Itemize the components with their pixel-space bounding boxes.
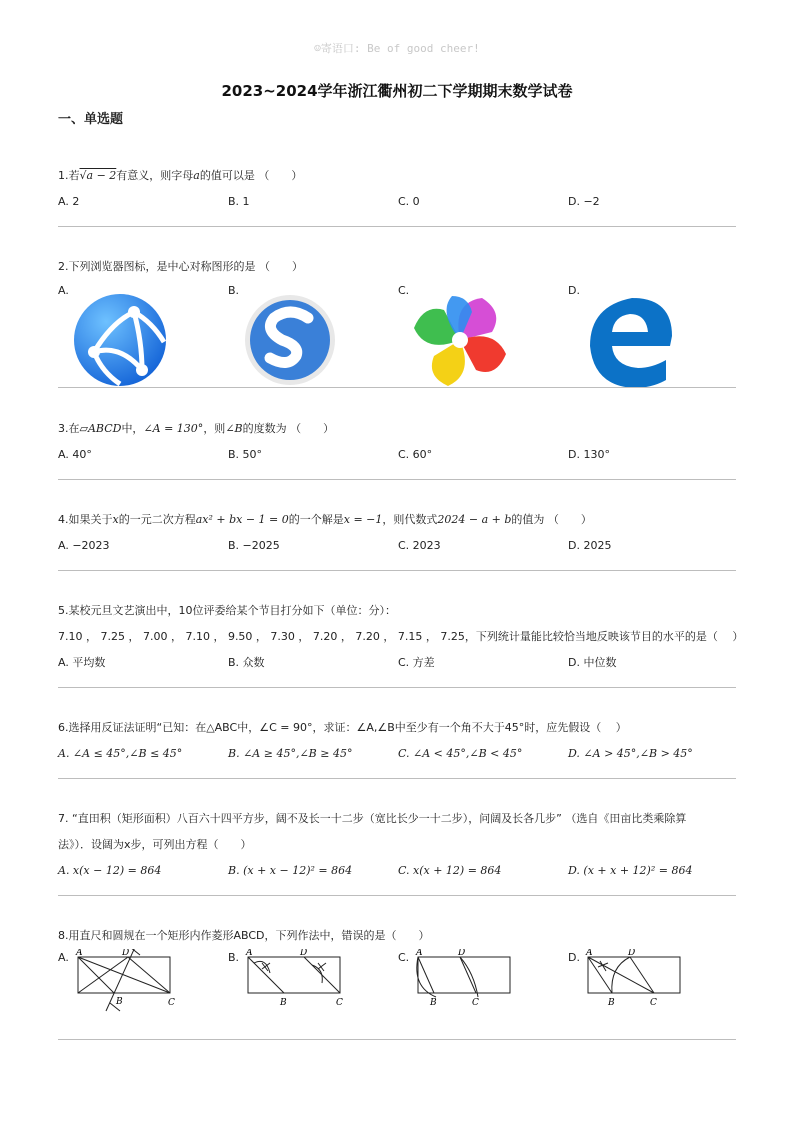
option-label: B. bbox=[228, 284, 240, 297]
point-label-d: D bbox=[628, 949, 636, 958]
option-b[interactable]: B. −2025 bbox=[228, 539, 280, 552]
stem-text: 中， bbox=[121, 422, 144, 435]
question-stem-line2: 法》）．设阔为x步，可列出方程（ ） bbox=[58, 838, 252, 851]
question-stem bbox=[58, 163, 738, 189]
math-expr: 2024 − a + b bbox=[437, 513, 512, 526]
stem-text: 1.若 bbox=[58, 169, 80, 182]
math-expr: ∠B bbox=[225, 422, 243, 435]
option-row bbox=[58, 189, 738, 215]
question-2 bbox=[58, 254, 738, 377]
point-label-a: A bbox=[416, 949, 423, 958]
point-label-d: D bbox=[300, 949, 308, 958]
option-c[interactable]: C. 2023 bbox=[398, 539, 441, 552]
option-label: C. bbox=[398, 951, 410, 964]
option-d[interactable]: D. ∠A > 45°,∠B > 45° bbox=[568, 747, 693, 760]
question-5 bbox=[58, 598, 744, 676]
point-label-b: B bbox=[608, 998, 615, 1008]
option-c[interactable] bbox=[398, 949, 568, 1029]
question-1 bbox=[58, 163, 738, 215]
point-label-a: A bbox=[76, 949, 83, 958]
section-heading: 一、单选题 bbox=[58, 112, 124, 127]
stem-text: 4.如果关于 bbox=[58, 513, 113, 526]
sogou-s-icon bbox=[242, 292, 338, 388]
divider bbox=[58, 226, 736, 227]
option-row bbox=[58, 949, 738, 1029]
construction-figure-b bbox=[236, 949, 386, 1029]
option-d[interactable]: D. 2025 bbox=[568, 539, 612, 552]
option-a[interactable]: A. 2 bbox=[58, 195, 80, 208]
divider bbox=[58, 895, 736, 896]
page-title: 2023~2024学年浙江衢州初二下学期期末数学试卷 bbox=[221, 82, 573, 100]
watermark: ☺寄语口: Be of good cheer! bbox=[314, 42, 480, 55]
math-expr: √a − 2 bbox=[79, 169, 117, 182]
question-6 bbox=[58, 715, 738, 767]
point-label-d: D bbox=[122, 949, 130, 958]
edge-e-icon bbox=[582, 292, 678, 388]
option-c[interactable]: C. 60° bbox=[398, 448, 433, 461]
option-label: D. bbox=[568, 951, 580, 964]
point-label-b: B bbox=[116, 997, 123, 1007]
point-label-c: C bbox=[168, 998, 175, 1008]
option-label: D. bbox=[568, 284, 580, 297]
option-row bbox=[58, 858, 738, 884]
option-row bbox=[58, 442, 738, 468]
option-a[interactable] bbox=[58, 949, 228, 1029]
option-row bbox=[58, 741, 738, 767]
option-d[interactable]: D. 中位数 bbox=[568, 656, 617, 669]
globe-network-icon bbox=[72, 292, 168, 388]
point-label-c: C bbox=[472, 998, 479, 1008]
stem-text: ，则代数式 bbox=[382, 513, 438, 526]
divider bbox=[58, 479, 736, 480]
option-a[interactable] bbox=[58, 282, 228, 377]
option-label: A. bbox=[58, 284, 69, 297]
point-label-a: A bbox=[586, 949, 593, 958]
option-a[interactable]: A. x(x − 12) = 864 bbox=[58, 864, 162, 877]
question-8 bbox=[58, 923, 738, 1029]
question-stem: 7. “直田积（矩形面积）八百六十四平方步，阔不及长一十二步（宽比长少一十二步），问阔及长各几步” （选自《田亩比类乘除算 bbox=[58, 812, 687, 825]
option-c[interactable]: C. x(x + 12) = 864 bbox=[398, 864, 502, 877]
question-stem: 5.某校元旦文艺演出中，10位评委给某个节目打分如下（单位：分）： bbox=[58, 604, 396, 617]
math-expr: ∠A = 130° bbox=[143, 422, 204, 435]
question-stem: 6.选择用反证法证明“已知：在△ABC中，∠C = 90°，求证：∠A,∠B中至少有一个角不大于45°时，应先假设（ ） bbox=[58, 721, 627, 734]
stem-text: 的值为 （ ） bbox=[511, 513, 592, 526]
question-stem bbox=[58, 507, 738, 533]
option-c[interactable] bbox=[398, 282, 568, 377]
option-c[interactable]: C. ∠A < 45°,∠B < 45° bbox=[398, 747, 523, 760]
option-b[interactable] bbox=[228, 282, 398, 377]
option-c[interactable]: C. 方差 bbox=[398, 656, 435, 669]
option-d[interactable] bbox=[568, 949, 738, 1029]
stem-text: 3.在 bbox=[58, 422, 80, 435]
point-label-b: B bbox=[280, 998, 287, 1008]
construction-figure-a bbox=[66, 949, 216, 1029]
question-stem bbox=[58, 416, 738, 442]
math-var: x bbox=[112, 513, 119, 526]
option-a[interactable]: A. 平均数 bbox=[58, 656, 106, 669]
option-b[interactable]: B. ∠A ≥ 45°,∠B ≥ 45° bbox=[228, 747, 353, 760]
point-label-d: D bbox=[458, 949, 466, 958]
option-label: B. bbox=[228, 951, 240, 964]
point-label-b: B bbox=[430, 998, 437, 1008]
question-stem-line2: 7.10 ， 7.25 ， 7.00 ， 7.10 ， 9.50 ， 7.30 ， 7.20 ， 7.20 ， 7.15 ， 7.25，下列统计量能比较恰当地反映该节目的水平的是（ ） bbox=[58, 630, 744, 643]
divider bbox=[58, 387, 736, 388]
pinwheel-icon bbox=[412, 292, 508, 388]
option-b[interactable]: B. (x + x − 12)² = 864 bbox=[228, 864, 353, 877]
option-b[interactable]: B. 1 bbox=[228, 195, 250, 208]
question-stem: 8.用直尺和圆规在一个矩形内作菱形ABCD，下列作法中，错误的是（ ） bbox=[58, 929, 430, 942]
point-label-c: C bbox=[650, 998, 657, 1008]
option-c[interactable]: C. 0 bbox=[398, 195, 420, 208]
divider bbox=[58, 687, 736, 688]
construction-figure-d bbox=[576, 949, 726, 1029]
option-a[interactable]: A. ∠A ≤ 45°,∠B ≤ 45° bbox=[58, 747, 183, 760]
math-expr: ax² + bx − 1 = 0 bbox=[195, 513, 289, 526]
stem-text: 的一元二次方程 bbox=[118, 513, 196, 526]
stem-text: 的值可以是 （ ） bbox=[199, 169, 303, 182]
option-d[interactable]: D. −2 bbox=[568, 195, 600, 208]
divider bbox=[58, 1039, 736, 1040]
math-var: a bbox=[193, 169, 200, 182]
option-d[interactable]: D. (x + x + 12)² = 864 bbox=[568, 864, 693, 877]
math-expr: ▱ABCD bbox=[79, 422, 122, 435]
question-3 bbox=[58, 416, 738, 468]
stem-text: 有意义，则字母 bbox=[116, 169, 194, 182]
construction-figure-c bbox=[406, 949, 556, 1029]
divider bbox=[58, 570, 736, 571]
stem-text: ，则 bbox=[203, 422, 226, 435]
stem-text: 的度数为 （ ） bbox=[242, 422, 335, 435]
option-a[interactable]: A. 40° bbox=[58, 448, 92, 461]
option-a[interactable]: A. −2023 bbox=[58, 539, 110, 552]
option-b[interactable]: B. 众数 bbox=[228, 656, 265, 669]
option-d[interactable]: D. 130° bbox=[568, 448, 610, 461]
option-b[interactable]: B. 50° bbox=[228, 448, 263, 461]
point-label-a: A bbox=[246, 949, 253, 958]
question-7 bbox=[58, 806, 738, 884]
option-d[interactable] bbox=[568, 282, 738, 377]
option-row bbox=[58, 650, 738, 676]
option-b[interactable] bbox=[228, 949, 398, 1029]
point-label-c: C bbox=[336, 998, 343, 1008]
stem-text: 的一个解是 bbox=[288, 513, 344, 526]
question-stem: 2.下列浏览器图标，是中心对称图形的是 （ ） bbox=[58, 260, 303, 273]
divider bbox=[58, 778, 736, 779]
option-label: C. bbox=[398, 284, 410, 297]
question-4 bbox=[58, 507, 738, 559]
option-row bbox=[58, 282, 738, 377]
option-row bbox=[58, 533, 738, 559]
math-expr: x = −1 bbox=[343, 513, 383, 526]
option-label: A. bbox=[58, 951, 69, 964]
